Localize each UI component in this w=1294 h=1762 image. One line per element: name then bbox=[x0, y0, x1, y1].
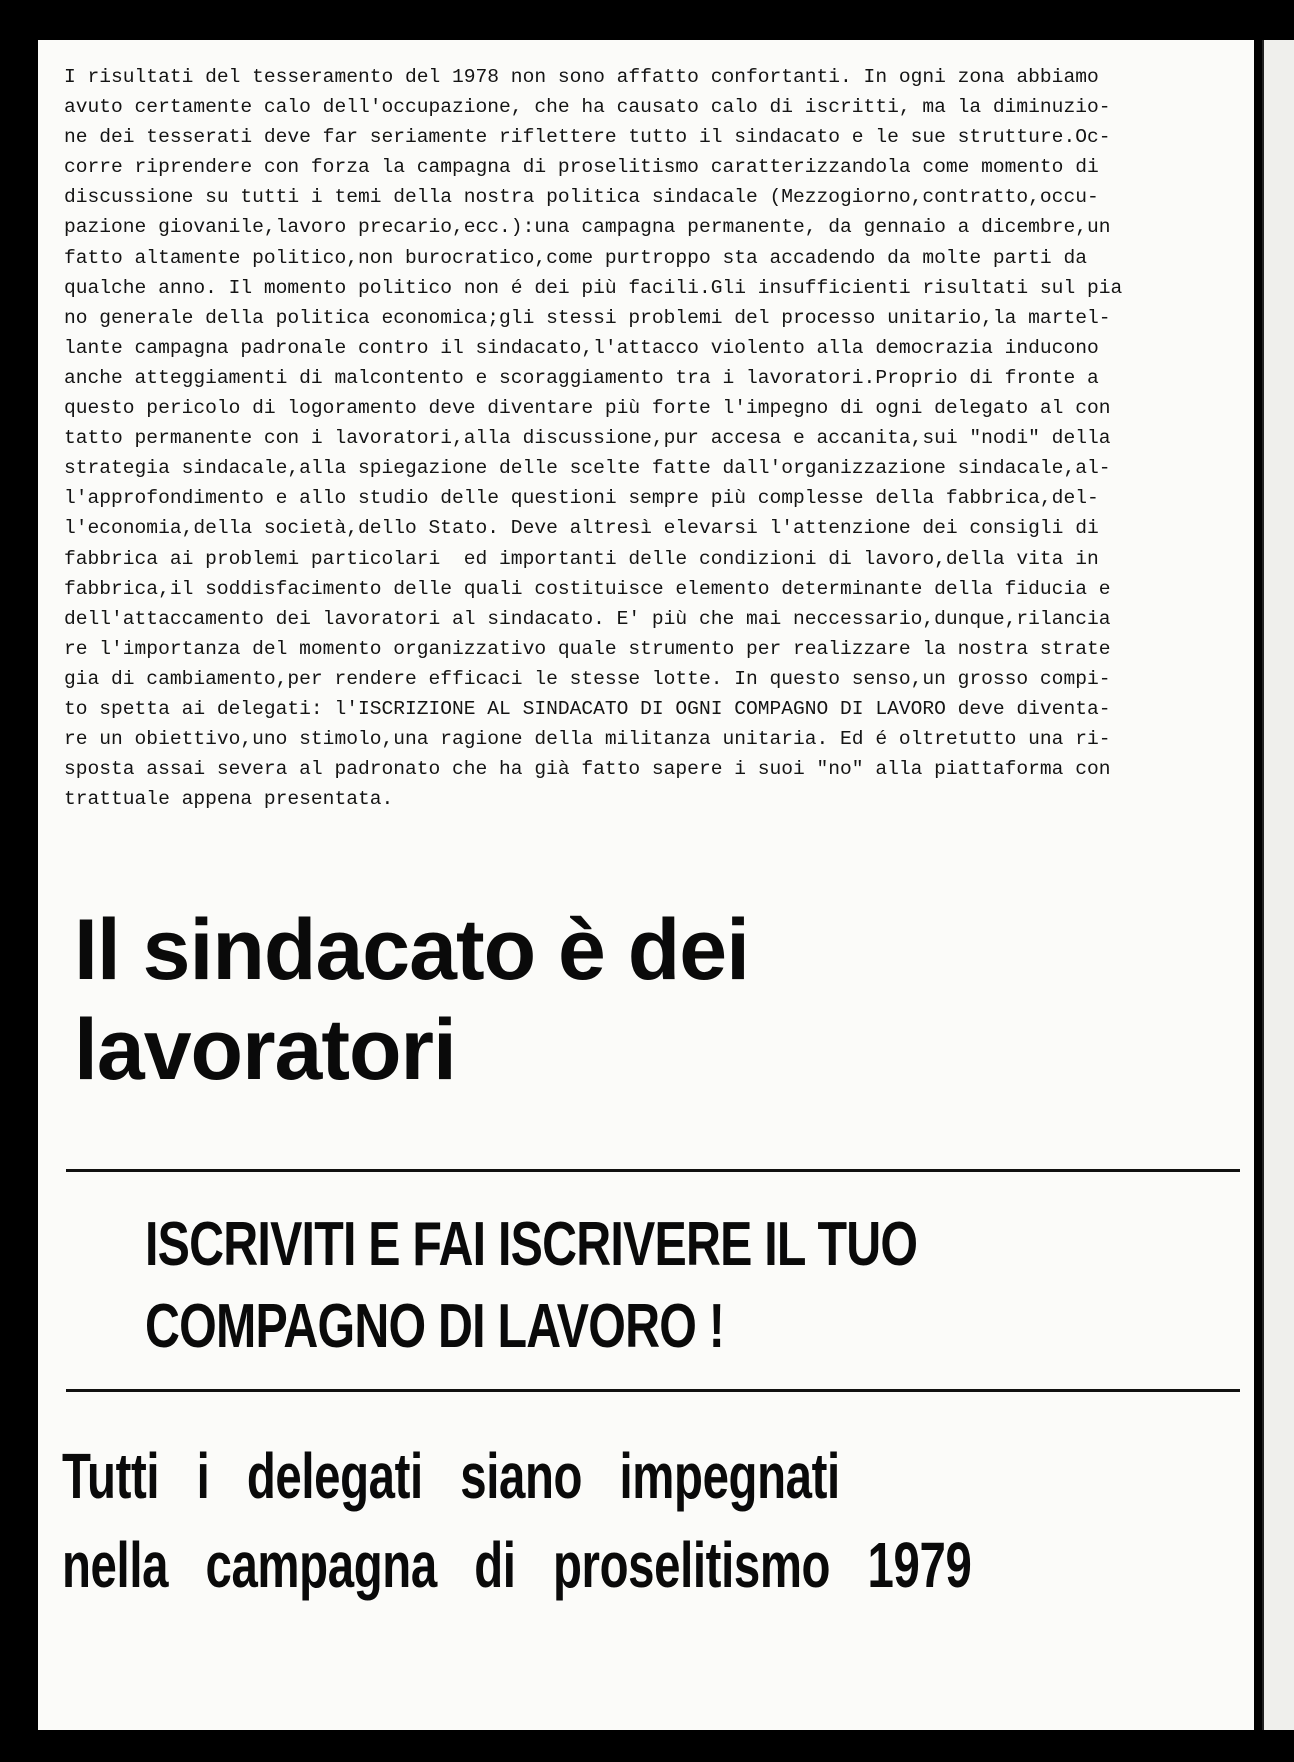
article-line: anche atteggiamenti di malcontento e scoraggiamento tra i lavoratori.Proprio di fronte a bbox=[64, 366, 1099, 389]
divider-rule-top bbox=[66, 1169, 1240, 1172]
call-to-action-line-2: COMPAGNO DI LAVORO ! bbox=[145, 1292, 725, 1361]
article-line: I risultati del tesseramento del 1978 non sono affatto confortanti. In ogni zona abbiamo bbox=[64, 66, 1099, 88]
article-line: dell'attaccamento dei lavoratori al sindacato. E' più che mai neccessario,dunque,rilancia bbox=[64, 607, 1111, 630]
tagline-line-2: nella campagna di proselitismo 1979 bbox=[62, 1529, 972, 1601]
call-to-action bbox=[145, 1204, 987, 1368]
headline bbox=[74, 900, 749, 1100]
headline-line-1: Il sindacato è dei bbox=[74, 902, 749, 998]
article-line: l'economia,della società,dello Stato. Deve altresì elevarsi l'attenzione dei consigli di bbox=[64, 517, 1099, 540]
article-line: strategia sindacale,alla spiegazione delle scelte fatte dall'organizzazione sindacale,al- bbox=[64, 457, 1111, 480]
article-line: corre riprendere con forza la campagna di proselitismo caratterizzandola come momento di bbox=[64, 156, 1099, 179]
article-line: qualche anno. Il momento politico non é dei più facili.Gli insufficienti risultati sul pia bbox=[64, 276, 1123, 299]
article-line: fabbrica,il soddisfacimento delle quali costituisce elemento determinante della fiducia e bbox=[64, 577, 1111, 600]
call-to-action-line-1: ISCRIVITI E FAI ISCRIVERE IL TUO bbox=[145, 1210, 918, 1279]
article-line: ne dei tesserati deve far seriamente riflettere tutto il sindacato e le sue strutture.Oc- bbox=[64, 126, 1111, 149]
article-line: fatto altamente politico,non burocratico,come purtroppo sta accadendo da molte parti da bbox=[64, 246, 1087, 269]
article-line: avuto certamente calo dell'occupazione, che ha causato calo di iscritti, ma la diminuzio- bbox=[64, 96, 1111, 119]
article-line: tatto permanente con i lavoratori,alla discussione,pur accesa e accanita,sui "nodi" della bbox=[64, 427, 1111, 450]
divider-rule-bottom bbox=[66, 1389, 1240, 1392]
article-line: questo pericolo di logoramento deve diventare più forte l'impegno di ogni delegato al con bbox=[64, 397, 1111, 420]
article-line: sposta assai severa al padronato che ha già fatto sapere i suoi "no" alla piattaforma con bbox=[64, 758, 1111, 781]
article-line: l'approfondimento e allo studio delle questioni sempre più complesse della fabbrica,del- bbox=[64, 487, 1099, 510]
headline-line-2: lavoratori bbox=[74, 1002, 456, 1098]
article-line: fabbrica ai problemi particolari ed importanti delle condizioni di lavoro,della vita in bbox=[64, 547, 1099, 570]
campaign-tagline bbox=[62, 1432, 971, 1610]
article-line: re l'importanza del momento organizzativo quale strumento per realizzare la nostra strate bbox=[64, 637, 1111, 660]
article-line: gia di cambiamento,per rendere efficaci le stesse lotte. In questo senso,un grosso compi- bbox=[64, 667, 1111, 690]
article-line: discussione su tutti i temi della nostra politica sindacale (Mezzogiorno,contratto,occu- bbox=[64, 186, 1099, 209]
article-line: re un obiettivo,uno stimolo,una ragione della militanza unitaria. Ed é oltretutto una ri- bbox=[64, 728, 1111, 751]
article-line: no generale della politica economica;gli stessi problemi del processo unitario,la martel- bbox=[64, 306, 1111, 329]
article-line: pazione giovanile,lavoro precario,ecc.):una campagna permanente, da gennaio a dicembre,un bbox=[64, 216, 1111, 239]
article-line: trattuale appena presentata. bbox=[64, 788, 394, 811]
article-body bbox=[64, 62, 1240, 814]
adjacent-page-edge bbox=[1262, 40, 1294, 1730]
article-line: lante campagna padronale contro il sindacato,l'attacco violento alla democrazia inducono bbox=[64, 336, 1099, 359]
tagline-line-1: Tutti i delegati siano impegnati bbox=[62, 1440, 840, 1512]
article-line: to spetta ai delegati: l'ISCRIZIONE AL SINDACATO DI OGNI COMPAGNO DI LAVORO deve diventa- bbox=[64, 697, 1111, 720]
